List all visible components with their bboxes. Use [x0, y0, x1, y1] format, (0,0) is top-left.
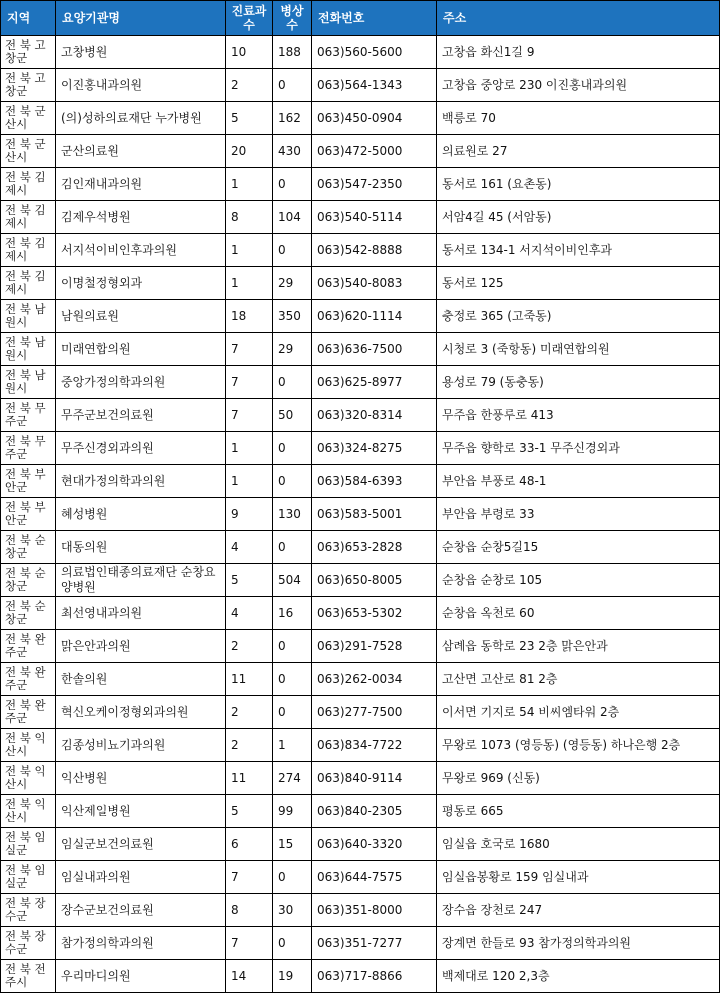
phone-cell: 063)653-5302: [312, 597, 437, 630]
dept-count-cell: 7: [226, 399, 273, 432]
facility-name-cell: 대동의원: [56, 531, 226, 564]
phone-cell: 063)834-7722: [312, 729, 437, 762]
phone-cell: 063)583-5001: [312, 498, 437, 531]
bed-count-cell: 162: [273, 102, 312, 135]
table-row: [1, 729, 720, 762]
address-cell: 의료원로 27: [437, 135, 720, 168]
address-cell: 장수읍 장천로 247: [437, 894, 720, 927]
table-row: [1, 300, 720, 333]
phone-cell: 063)277-7500: [312, 696, 437, 729]
phone-cell: 063)644-7575: [312, 861, 437, 894]
dept-count-cell: 20: [226, 135, 273, 168]
dept-count-cell: 11: [226, 663, 273, 696]
table-row: [1, 696, 720, 729]
bed-count-cell: 0: [273, 234, 312, 267]
address-cell: 백릉로 70: [437, 102, 720, 135]
address-cell: 임실읍 호국로 1680: [437, 828, 720, 861]
table-row: [1, 960, 720, 993]
facility-name-cell: (의)성하의료재단 누가병원: [56, 102, 226, 135]
dept-count-cell: 1: [226, 267, 273, 300]
bed-count-cell: 0: [273, 927, 312, 960]
facility-name-cell: 김종성비뇨기과의원: [56, 729, 226, 762]
region-cell: 전 북 부안군: [1, 465, 56, 498]
dept-count-cell: 1: [226, 168, 273, 201]
region-cell: 전 북 고창군: [1, 36, 56, 69]
bed-count-cell: 19: [273, 960, 312, 993]
bed-count-cell: 29: [273, 333, 312, 366]
dept-count-cell: 8: [226, 894, 273, 927]
phone-cell: 063)547-2350: [312, 168, 437, 201]
region-cell: 전 북 부안군: [1, 498, 56, 531]
region-cell: 전 북 완주군: [1, 630, 56, 663]
facility-name-cell: 임실군보건의료원: [56, 828, 226, 861]
table-row: [1, 762, 720, 795]
phone-cell: 063)351-7277: [312, 927, 437, 960]
dept-count-cell: 7: [226, 861, 273, 894]
dept-count-cell: 9: [226, 498, 273, 531]
header-region: 지역: [1, 1, 56, 36]
region-cell: 전 북 무주군: [1, 399, 56, 432]
table-row: [1, 630, 720, 663]
dept-count-cell: 2: [226, 696, 273, 729]
region-cell: 전 북 군산시: [1, 102, 56, 135]
facility-name-cell: 현대가정의학과의원: [56, 465, 226, 498]
address-cell: 고창읍 화신1길 9: [437, 36, 720, 69]
address-cell: 시청로 3 (죽항동) 미래연합의원: [437, 333, 720, 366]
facility-name-cell: 고창병원: [56, 36, 226, 69]
facility-name-cell: 의료법인태종의료재단 순창요양병원: [56, 564, 226, 597]
address-cell: 이서면 기지로 54 비씨엠타워 2층: [437, 696, 720, 729]
dept-count-cell: 7: [226, 333, 273, 366]
region-cell: 전 북 김제시: [1, 201, 56, 234]
bed-count-cell: 188: [273, 36, 312, 69]
table-row: [1, 597, 720, 630]
dept-count-cell: 4: [226, 531, 273, 564]
phone-cell: 063)262-0034: [312, 663, 437, 696]
region-cell: 전 북 임실군: [1, 828, 56, 861]
address-cell: 용성로 79 (동충동): [437, 366, 720, 399]
phone-cell: 063)560-5600: [312, 36, 437, 69]
header-beds: 병상수: [273, 1, 312, 36]
header-address: 주소: [437, 1, 720, 36]
address-cell: 무왕로 969 (신동): [437, 762, 720, 795]
facility-name-cell: 혜성병원: [56, 498, 226, 531]
table-row: [1, 795, 720, 828]
facility-name-cell: 김제우석병원: [56, 201, 226, 234]
bed-count-cell: 0: [273, 696, 312, 729]
phone-cell: 063)351-8000: [312, 894, 437, 927]
phone-cell: 063)653-2828: [312, 531, 437, 564]
bed-count-cell: 0: [273, 861, 312, 894]
region-cell: 전 북 남원시: [1, 366, 56, 399]
dept-count-cell: 6: [226, 828, 273, 861]
dept-count-cell: 7: [226, 927, 273, 960]
phone-cell: 063)324-8275: [312, 432, 437, 465]
facility-name-cell: 임실내과의원: [56, 861, 226, 894]
dept-count-cell: 1: [226, 432, 273, 465]
bed-count-cell: 274: [273, 762, 312, 795]
bed-count-cell: 0: [273, 69, 312, 102]
dept-count-cell: 8: [226, 201, 273, 234]
dept-count-cell: 5: [226, 564, 273, 597]
facility-name-cell: 이진홍내과의원: [56, 69, 226, 102]
table-row: [1, 531, 720, 564]
dept-count-cell: 14: [226, 960, 273, 993]
region-cell: 전 북 김제시: [1, 234, 56, 267]
region-cell: 전 북 완주군: [1, 696, 56, 729]
phone-cell: 063)840-2305: [312, 795, 437, 828]
phone-cell: 063)540-8083: [312, 267, 437, 300]
table-row: [1, 498, 720, 531]
table-row: [1, 564, 720, 597]
dept-count-cell: 10: [226, 36, 273, 69]
facility-name-cell: 무주신경외과의원: [56, 432, 226, 465]
facility-name-cell: 익산병원: [56, 762, 226, 795]
bed-count-cell: 15: [273, 828, 312, 861]
table-row: [1, 399, 720, 432]
region-cell: 전 북 장수군: [1, 894, 56, 927]
bed-count-cell: 0: [273, 168, 312, 201]
region-cell: 전 북 무주군: [1, 432, 56, 465]
bed-count-cell: 30: [273, 894, 312, 927]
table-row: [1, 432, 720, 465]
address-cell: 임실읍봉황로 159 임실내과: [437, 861, 720, 894]
bed-count-cell: 104: [273, 201, 312, 234]
bed-count-cell: 504: [273, 564, 312, 597]
phone-cell: 063)291-7528: [312, 630, 437, 663]
table-row: [1, 894, 720, 927]
phone-cell: 063)717-8866: [312, 960, 437, 993]
table-row: [1, 465, 720, 498]
dept-count-cell: 2: [226, 729, 273, 762]
dept-count-cell: 11: [226, 762, 273, 795]
header-name: 요양기관명: [56, 1, 226, 36]
phone-cell: 063)320-8314: [312, 399, 437, 432]
facility-name-cell: 우리마디의원: [56, 960, 226, 993]
phone-cell: 063)640-3320: [312, 828, 437, 861]
phone-cell: 063)650-8005: [312, 564, 437, 597]
table-row: [1, 861, 720, 894]
region-cell: 전 북 군산시: [1, 135, 56, 168]
address-cell: 서암4길 45 (서암동): [437, 201, 720, 234]
region-cell: 전 북 완주군: [1, 663, 56, 696]
bed-count-cell: 0: [273, 465, 312, 498]
address-cell: 충정로 365 (고죽동): [437, 300, 720, 333]
region-cell: 전 북 순창군: [1, 597, 56, 630]
header-depts: 진료과수: [226, 1, 273, 36]
phone-cell: 063)584-6393: [312, 465, 437, 498]
facility-name-cell: 혁신오케이정형외과의원: [56, 696, 226, 729]
facility-name-cell: 무주군보건의료원: [56, 399, 226, 432]
facility-name-cell: 서지석이비인후과의원: [56, 234, 226, 267]
bed-count-cell: 0: [273, 663, 312, 696]
address-cell: 동서로 134-1 서지석이비인후과: [437, 234, 720, 267]
bed-count-cell: 0: [273, 432, 312, 465]
region-cell: 전 북 익산시: [1, 762, 56, 795]
table-row: [1, 333, 720, 366]
address-cell: 고산면 고산로 81 2층: [437, 663, 720, 696]
header-phone: 전화번호: [312, 1, 437, 36]
facility-name-cell: 한솔의원: [56, 663, 226, 696]
address-cell: 무주읍 향학로 33-1 무주신경외과: [437, 432, 720, 465]
phone-cell: 063)636-7500: [312, 333, 437, 366]
facility-name-cell: 중앙가정의학과의원: [56, 366, 226, 399]
dept-count-cell: 4: [226, 597, 273, 630]
dept-count-cell: 7: [226, 366, 273, 399]
dept-count-cell: 18: [226, 300, 273, 333]
region-cell: 전 북 김제시: [1, 267, 56, 300]
address-cell: 순창읍 순창5길15: [437, 531, 720, 564]
region-cell: 전 북 순창군: [1, 531, 56, 564]
region-cell: 전 북 임실군: [1, 861, 56, 894]
address-cell: 무주읍 한풍루로 413: [437, 399, 720, 432]
phone-cell: 063)620-1114: [312, 300, 437, 333]
region-cell: 전 북 전주시: [1, 960, 56, 993]
region-cell: 전 북 김제시: [1, 168, 56, 201]
address-cell: 백제대로 120 2,3층: [437, 960, 720, 993]
bed-count-cell: 29: [273, 267, 312, 300]
facility-name-cell: 김인재내과의원: [56, 168, 226, 201]
phone-cell: 063)472-5000: [312, 135, 437, 168]
bed-count-cell: 350: [273, 300, 312, 333]
bed-count-cell: 0: [273, 630, 312, 663]
dept-count-cell: 2: [226, 630, 273, 663]
table-row: [1, 36, 720, 69]
address-cell: 부안읍 부령로 33: [437, 498, 720, 531]
bed-count-cell: 1: [273, 729, 312, 762]
table-row: [1, 135, 720, 168]
address-cell: 동서로 125: [437, 267, 720, 300]
bed-count-cell: 99: [273, 795, 312, 828]
table-row: [1, 234, 720, 267]
bed-count-cell: 0: [273, 531, 312, 564]
table-row: [1, 168, 720, 201]
region-cell: 전 북 고창군: [1, 69, 56, 102]
address-cell: 무왕로 1073 (영등동) (영등동) 하나은행 2층: [437, 729, 720, 762]
dept-count-cell: 1: [226, 465, 273, 498]
table-row: [1, 69, 720, 102]
region-cell: 전 북 남원시: [1, 333, 56, 366]
region-cell: 전 북 익산시: [1, 795, 56, 828]
address-cell: 고창읍 중앙로 230 이진홍내과의원: [437, 69, 720, 102]
address-cell: 부안읍 부풍로 48-1: [437, 465, 720, 498]
phone-cell: 063)625-8977: [312, 366, 437, 399]
bed-count-cell: 430: [273, 135, 312, 168]
bed-count-cell: 16: [273, 597, 312, 630]
table-row: [1, 267, 720, 300]
table-row: [1, 828, 720, 861]
table-body: [1, 36, 720, 993]
table-row: [1, 366, 720, 399]
phone-cell: 063)564-1343: [312, 69, 437, 102]
facility-name-cell: 장수군보건의료원: [56, 894, 226, 927]
table-row: [1, 102, 720, 135]
address-cell: 평동로 665: [437, 795, 720, 828]
facility-name-cell: 남원의료원: [56, 300, 226, 333]
address-cell: 순창읍 순창로 105: [437, 564, 720, 597]
facility-name-cell: 익산제일병원: [56, 795, 226, 828]
facility-name-cell: 최선영내과의원: [56, 597, 226, 630]
bed-count-cell: 0: [273, 366, 312, 399]
table-row: [1, 663, 720, 696]
table-row: [1, 927, 720, 960]
address-cell: 삼례읍 동학로 23 2층 맑은안과: [437, 630, 720, 663]
address-cell: 동서로 161 (요촌동): [437, 168, 720, 201]
bed-count-cell: 50: [273, 399, 312, 432]
facility-name-cell: 이명철정형외과: [56, 267, 226, 300]
facility-name-cell: 미래연합의원: [56, 333, 226, 366]
address-cell: 순창읍 옥천로 60: [437, 597, 720, 630]
region-cell: 전 북 순창군: [1, 564, 56, 597]
table-row: [1, 201, 720, 234]
dept-count-cell: 1: [226, 234, 273, 267]
dept-count-cell: 5: [226, 102, 273, 135]
dept-count-cell: 2: [226, 69, 273, 102]
region-cell: 전 북 남원시: [1, 300, 56, 333]
phone-cell: 063)540-5114: [312, 201, 437, 234]
region-cell: 전 북 장수군: [1, 927, 56, 960]
facility-name-cell: 맑은안과의원: [56, 630, 226, 663]
table-header-row: [1, 1, 720, 36]
phone-cell: 063)840-9114: [312, 762, 437, 795]
facility-name-cell: 군산의료원: [56, 135, 226, 168]
phone-cell: 063)450-0904: [312, 102, 437, 135]
bed-count-cell: 130: [273, 498, 312, 531]
address-cell: 장계면 한들로 93 참가정의학과의원: [437, 927, 720, 960]
region-cell: 전 북 익산시: [1, 729, 56, 762]
facility-name-cell: 참가정의학과의원: [56, 927, 226, 960]
phone-cell: 063)542-8888: [312, 234, 437, 267]
dept-count-cell: 5: [226, 795, 273, 828]
